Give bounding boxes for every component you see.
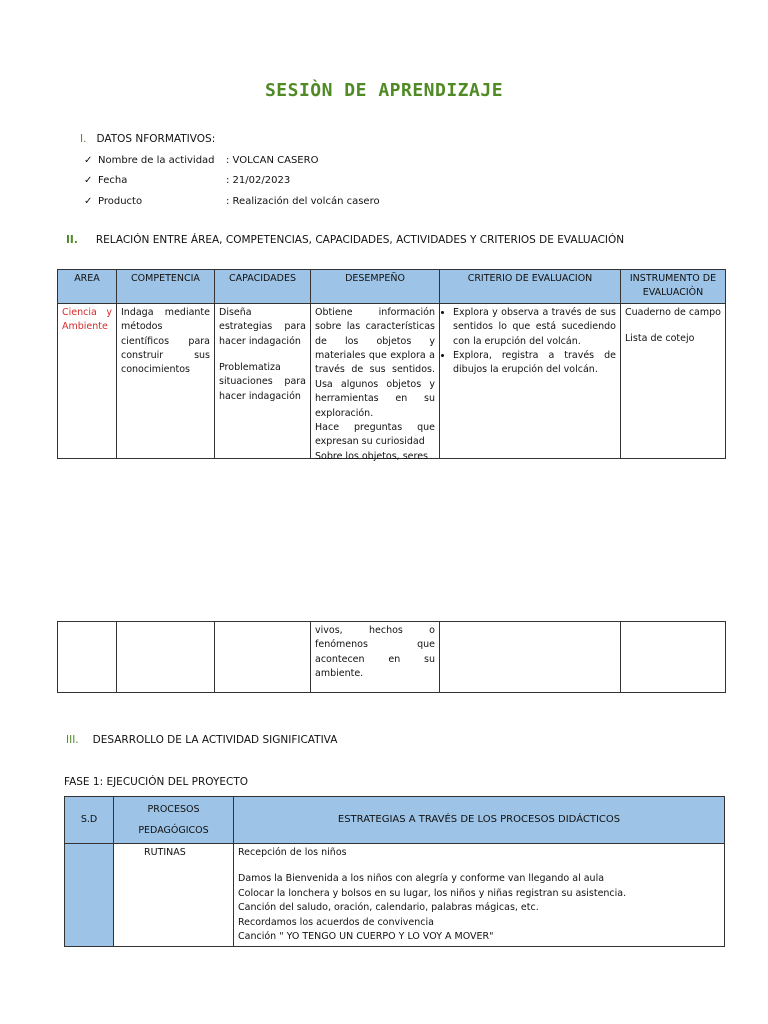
info-row-product <box>84 196 380 207</box>
cell-instrumento <box>621 303 726 458</box>
header-sd: S.D <box>65 797 114 844</box>
cell-estrategias <box>234 844 725 947</box>
cell-competencia: Indaga mediante métodos científicos para construir sus conocimientos <box>117 303 215 458</box>
page-title: SESIÒN DE APRENDIZAJE <box>264 80 504 101</box>
competency-table <box>57 269 726 462</box>
table-row <box>58 303 726 458</box>
info-value: : Realización del volcán casero <box>226 196 380 207</box>
header-estrategias: ESTRATEGIAS A TRAVÉS DE LOS PROCESOS DIDÁCTICOS <box>234 797 725 844</box>
cell-desempeno <box>311 303 440 462</box>
header-criterio: CRITERIO DE EVALUACION <box>440 270 621 304</box>
list-item: Canción del saludo, oración, calendario, palabras mágicas, etc. <box>238 902 539 914</box>
header-capacidades: CAPACIDADES <box>215 270 311 304</box>
section-3-number: III. <box>66 734 79 746</box>
section-1-title: DATOS NFORMATIVOS: <box>96 133 216 145</box>
cell-empty <box>117 622 215 693</box>
cell-empty <box>621 622 726 693</box>
desempeno-text: Obtiene información sobre las características de los objetos y materiales que explora a través de sus sentidos. Usa algunos objetos y herramientas en su exploración. <box>315 306 435 419</box>
cell-sd <box>65 844 114 947</box>
desempeno-text-2: Hace preguntas que expresan su curiosidad <box>315 422 435 448</box>
list-item: Colocar la lonchera y bolsos en su lugar, los niños y niñas registran su asistencia. <box>238 887 627 899</box>
info-value: : 21/02/2023 <box>226 175 291 186</box>
cell-proceso: RUTINAS <box>114 844 234 947</box>
checkmark-icon: ✓ <box>84 196 93 207</box>
table-row <box>58 622 726 693</box>
info-label: Producto <box>98 196 143 207</box>
estrategia-title: Recepción de los niños <box>238 847 347 858</box>
header-procesos: PROCESOS PEDAGÓGICOS <box>114 797 234 844</box>
list-item: Damos la Bienvenida a los niños con alegría y conforme van llegando al aula <box>238 873 605 885</box>
cell-capacidades <box>215 303 311 458</box>
list-item: Recordamos los acuerdos de convivencia <box>238 916 434 928</box>
info-row-date <box>84 175 290 186</box>
section-3-heading <box>66 734 337 746</box>
competency-table-continued <box>57 621 726 693</box>
section-2-heading <box>66 234 624 246</box>
header-area: AREA <box>58 270 117 304</box>
cell-empty <box>440 622 621 693</box>
capacidad-2: Problematiza situaciones para hacer indagación <box>219 362 306 402</box>
section-2-title: RELACIÓN ENTRE ÁREA, COMPETENCIAS, CAPACIDADES, ACTIVIDADES Y CRITERIOS DE EVALUACIÓN <box>95 234 625 246</box>
criterio-item: • Explora y observa a través de sus sentidos lo que está sucediendo con la erupción del volcán. <box>453 306 616 349</box>
list-item: Canción " YO TENGO UN CUERPO Y LO VOY A MOVER" <box>238 931 494 943</box>
header-desempeno: DESEMPEÑO <box>311 270 440 304</box>
table-header-row <box>58 270 726 304</box>
header-competencia: COMPETENCIA <box>117 270 215 304</box>
criterio-item: • Explora, registra a través de dibujos la erupción del volcán. <box>453 349 616 378</box>
cell-criterio <box>440 303 621 458</box>
checkmark-icon: ✓ <box>84 155 93 166</box>
info-label: Nombre de la actividad <box>98 155 215 166</box>
table-header-row <box>65 797 725 844</box>
info-value: : VOLCAN CASERO <box>226 155 319 166</box>
cell-desempeno-cont: vivos, hechos o fenómenos que acontecen en su ambiente. <box>311 622 440 693</box>
fase-heading: FASE 1: EJECUCIÓN DEL PROYECTO <box>64 776 249 788</box>
section-3-title: DESARROLLO DE LA ACTIVIDAD SIGNIFICATIVA <box>92 734 338 746</box>
capacidad-1: Diseña estrategias para hacer indagación <box>219 306 306 347</box>
instrumento-2: Lista de cotejo <box>625 333 695 345</box>
header-instrumento: INSTRUMENTO DE EVALUACIÒN <box>621 270 726 304</box>
desempeno-text-3: Sobre los objetos, seres <box>315 450 428 462</box>
cell-empty <box>58 622 117 693</box>
cell-empty <box>215 622 311 693</box>
section-1-number: I. <box>80 133 87 145</box>
cell-area: Ciencia y Ambiente <box>58 303 117 458</box>
section-2-number: II. <box>66 234 78 246</box>
checkmark-icon: ✓ <box>84 175 93 186</box>
info-label: Fecha <box>98 175 128 186</box>
section-1-heading <box>80 133 215 145</box>
instrumento-1: Cuaderno de campo <box>625 306 721 318</box>
process-table <box>64 796 725 947</box>
info-row-activity <box>84 155 318 166</box>
table-row <box>65 844 725 947</box>
